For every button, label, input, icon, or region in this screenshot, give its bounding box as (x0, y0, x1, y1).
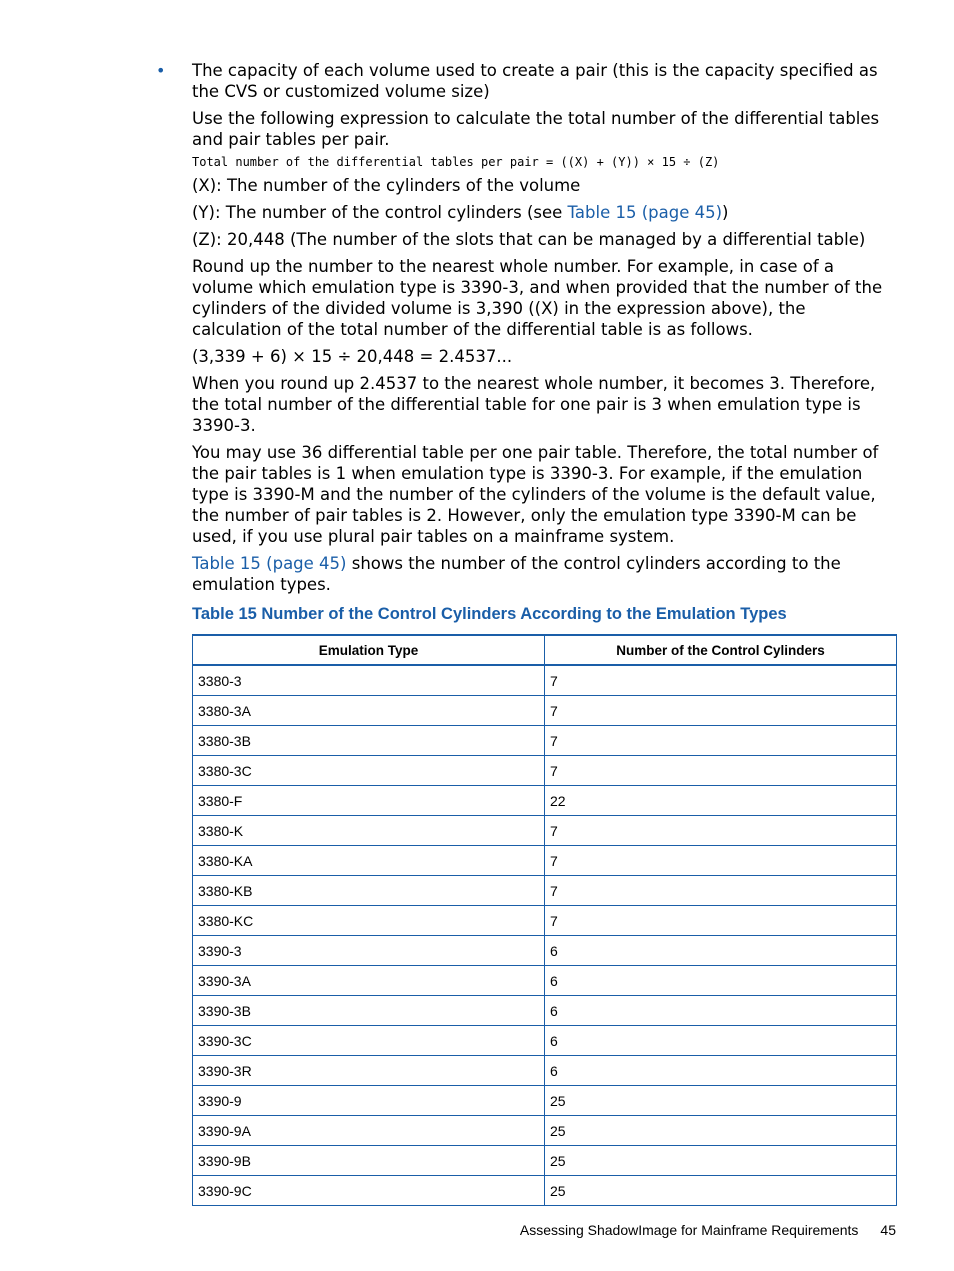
control-cylinders-cell: 7 (545, 816, 897, 846)
y-definition-close: ) (722, 203, 729, 222)
x-definition: (X): The number of the cylinders of the volume (192, 176, 581, 195)
emulation-type-cell: 3390-9 (193, 1086, 545, 1116)
table-row (193, 1146, 897, 1176)
table-row (193, 1026, 897, 1056)
table-row (193, 786, 897, 816)
pair-tables-paragraph: You may use 36 differential table per one pair table. Therefore, the total number of the pair tables is 1 when emulation type is 3390-3. For example, if the emulation type is 3390-M and the number of the cylinders of the volume is the default value, the number of pair tables is 2. However, only the emulation type 3390-M can be used, if you use plural pair tables on a mainframe system. (192, 443, 879, 546)
footer-title: Assessing ShadowImage for Mainframe Requirements (519, 1222, 859, 1238)
table-row (193, 846, 897, 876)
table-header-row (193, 635, 897, 665)
table-row (193, 816, 897, 846)
control-cylinders-cell: 25 (545, 1146, 897, 1176)
y-definition-text: (Y): The number of the control cylinders (see (192, 203, 568, 222)
control-cylinders-cell: 6 (545, 1056, 897, 1086)
control-cylinders-cell: 6 (545, 1026, 897, 1056)
emulation-type-cell: 3380-F (193, 786, 545, 816)
emulation-type-cell: 3380-3A (193, 696, 545, 726)
calculation: (3,339 + 6) × 15 ÷ 20,448 = 2.4537... (192, 347, 513, 366)
page-footer (520, 1222, 896, 1238)
control-cylinders-cell: 25 (545, 1086, 897, 1116)
table-row (193, 1056, 897, 1086)
control-cylinders-cell: 7 (545, 756, 897, 786)
emulation-type-cell: 3390-9B (193, 1146, 545, 1176)
table-row (193, 696, 897, 726)
control-cylinders-cell: 25 (545, 1176, 897, 1206)
table-15-link[interactable]: Table 15 (page 45) (567, 203, 723, 222)
emulation-type-cell: 3390-3R (193, 1056, 545, 1086)
emulation-type-cell: 3380-KB (193, 876, 545, 906)
table-row (193, 906, 897, 936)
table-caption: Table 15 Number of the Control Cylinders According to the Emulation Types (192, 605, 787, 623)
table-row (193, 1176, 897, 1206)
page-number: 45 (880, 1222, 896, 1238)
y-definition (192, 202, 898, 223)
intro-paragraph: Use the following expression to calculate the total number of the differential tables and pair tables per pair. (192, 109, 880, 149)
emulation-type-cell: 3380-KC (193, 906, 545, 936)
table-body (193, 665, 897, 1206)
control-cylinders-cell: 22 (545, 786, 897, 816)
table-row (193, 876, 897, 906)
bullet-icon: • (156, 61, 166, 80)
table-row (193, 1116, 897, 1146)
table-row (193, 756, 897, 786)
control-cylinders-cell: 6 (545, 996, 897, 1026)
bullet-text: The capacity of each volume used to create a pair (this is the capacity specified as the CVS or customized volume size) (192, 61, 878, 101)
result-paragraph: When you round up 2.4537 to the nearest whole number, it becomes 3. Therefore, the total number of the differential table for one pair is 3 when emulation type is 3390-3. (192, 374, 876, 435)
control-cylinders-cell: 7 (545, 696, 897, 726)
emulation-type-cell: 3390-3A (193, 966, 545, 996)
emulation-type-cell: 3380-K (193, 816, 545, 846)
emulation-type-cell: 3390-3C (193, 1026, 545, 1056)
control-cylinders-cell: 7 (545, 906, 897, 936)
control-cylinders-cell: 6 (545, 966, 897, 996)
emulation-type-cell: 3390-9A (193, 1116, 545, 1146)
formula: Total number of the differential tables per pair = ((X) + (Y)) × 15 ÷ (Z) (192, 155, 720, 169)
table-row (193, 1086, 897, 1116)
table-row (193, 996, 897, 1026)
control-cylinders-cell: 6 (545, 936, 897, 966)
header-emulation-type: Emulation Type (193, 635, 545, 665)
table-15-reference-link[interactable]: Table 15 (page 45) (192, 554, 347, 573)
control-cylinders-cell: 25 (545, 1116, 897, 1146)
table-row (193, 966, 897, 996)
emulation-type-cell: 3380-3B (193, 726, 545, 756)
table-reference-text: shows the number of the control cylinders according to the emulation types. (192, 554, 841, 594)
header-control-cylinders: Number of the Control Cylinders (545, 635, 897, 665)
table-row (193, 936, 897, 966)
table-row (193, 726, 897, 756)
emulation-type-cell: 3380-KA (193, 846, 545, 876)
bullet-item (156, 60, 898, 102)
emulation-type-cell: 3390-3 (193, 936, 545, 966)
emulation-type-cell: 3390-3B (193, 996, 545, 1026)
table-row (193, 665, 897, 696)
table-reference-paragraph (192, 553, 898, 595)
emulation-type-cell: 3390-9C (193, 1176, 545, 1206)
control-cylinders-table (192, 634, 897, 1206)
emulation-type-cell: 3380-3 (193, 665, 545, 696)
emulation-type-cell: 3380-3C (193, 756, 545, 786)
control-cylinders-cell: 7 (545, 876, 897, 906)
control-cylinders-cell: 7 (545, 665, 897, 696)
roundup-paragraph: Round up the number to the nearest whole number. For example, in case of a volume which emulation type is 3390-3, and when provided that the number of the cylinders of the divided volume is 3,390 ((X) in the expression above), the calculation of the total number of the differential table is as follows. (192, 257, 883, 339)
page-content (156, 60, 898, 1206)
z-definition: (Z): 20,448 (The number of the slots that can be managed by a differential table) (192, 230, 866, 249)
control-cylinders-cell: 7 (545, 846, 897, 876)
control-cylinders-cell: 7 (545, 726, 897, 756)
